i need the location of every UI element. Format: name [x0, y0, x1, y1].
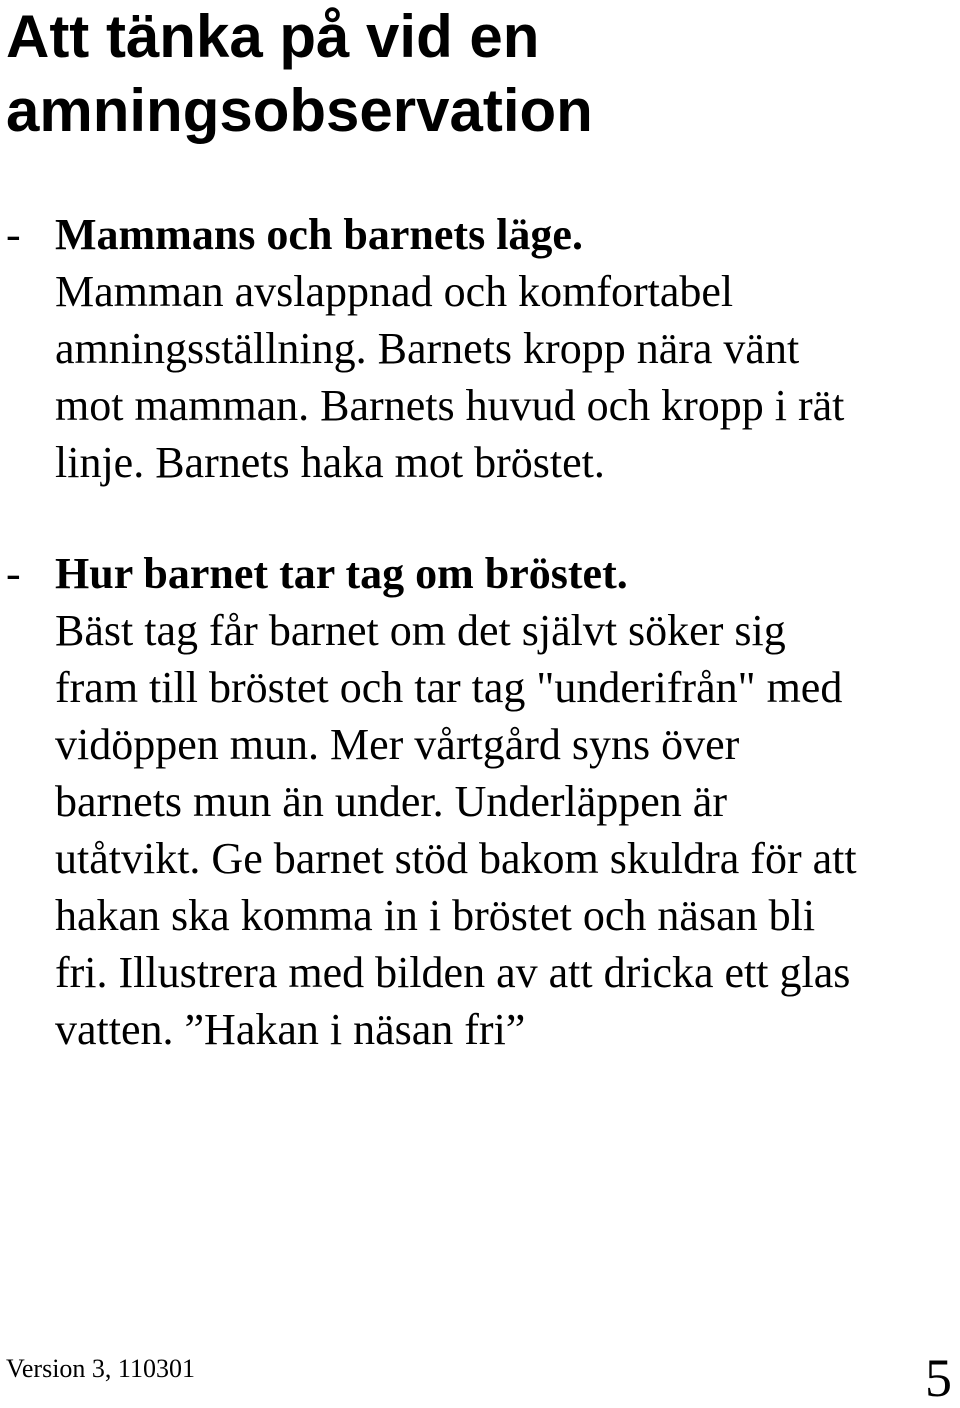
- section-body: [55, 206, 955, 491]
- paragraph-line: barnets mun än under. Underläppen är: [55, 777, 727, 826]
- list-dash: -: [6, 210, 21, 259]
- title-line-1: Att tänka på vid en: [6, 3, 540, 70]
- paragraph-line: fri. Illustrera med bilden av att dricka ett glas: [55, 948, 851, 997]
- paragraph-line: mot mamman. Barnets huvud och kropp i rät: [55, 381, 845, 430]
- paragraph-line: Bäst tag får barnet om det självt söker sig: [55, 606, 786, 655]
- section-latch: [0, 545, 960, 1058]
- paragraph-line: utåtvikt. Ge barnet stöd bakom skuldra för att: [55, 834, 857, 883]
- paragraph-line: amningsställning. Barnets kropp nära vänt: [55, 324, 800, 373]
- title-line-2: amningsobservation: [6, 77, 593, 144]
- section-heading: Hur barnet tar tag om bröstet.: [55, 549, 628, 598]
- paragraph-line: fram till bröstet och tar tag "underifrån" med: [55, 663, 843, 712]
- paragraph-line: hakan ska komma in i bröstet och näsan bli: [55, 891, 816, 940]
- page-title: [6, 0, 946, 148]
- list-dash: -: [6, 549, 21, 598]
- section-heading: Mammans och barnets läge.: [55, 210, 583, 259]
- paragraph-line: linje. Barnets haka mot bröstet.: [55, 438, 605, 487]
- version-label: Version 3, 110301: [6, 1354, 195, 1383]
- page-number: 5: [925, 1348, 952, 1408]
- paragraph-line: vidöppen mun. Mer vårtgård syns över: [55, 720, 740, 769]
- paragraph-line: Mamman avslappnad och komfortabel: [55, 267, 734, 316]
- section-body: [55, 545, 955, 1058]
- section-mother-baby-position: [0, 206, 960, 491]
- paragraph-line: vatten. ”Hakan i näsan fri”: [55, 1005, 526, 1054]
